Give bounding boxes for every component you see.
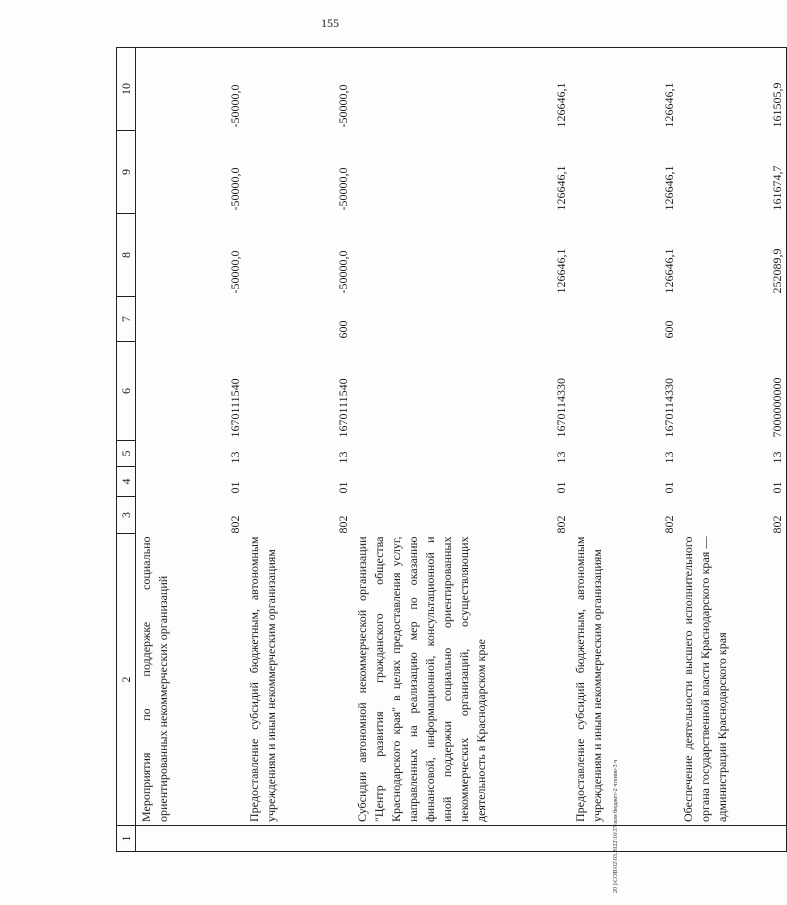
col6-cell: 1670111540 bbox=[336, 378, 350, 438]
header-cell: 4 bbox=[117, 467, 136, 497]
header-cell: 6 bbox=[117, 342, 136, 441]
col3-cell: 802 bbox=[554, 515, 568, 534]
header-cell: 9 bbox=[117, 131, 136, 214]
col10-cell: -50000,0 bbox=[244, 48, 352, 131]
col1-cell bbox=[352, 826, 570, 852]
col4-cell: 01 bbox=[678, 467, 787, 497]
col10-cell: 161505,9 bbox=[678, 48, 787, 131]
col10-cell: 126646,1 bbox=[570, 48, 678, 131]
item-name: Предоставление субсидий бюджетным, автономным учреждениям и иным некоммерческим организациям bbox=[244, 534, 352, 826]
col6-cell: 7000000000 bbox=[678, 342, 787, 441]
col5-cell: 13 bbox=[662, 451, 676, 464]
col9-cell: 126646,1 bbox=[662, 165, 676, 211]
col3-cell: 802 bbox=[336, 515, 350, 534]
col8-cell: 126646,1 bbox=[554, 248, 568, 294]
col4-cell: 01 bbox=[228, 481, 242, 494]
header-cell: 3 bbox=[117, 497, 136, 534]
col4-cell: 01 bbox=[554, 481, 568, 494]
col9-cell: -50000,0 bbox=[336, 167, 350, 211]
header-cell: 2 bbox=[117, 534, 136, 826]
col1-cell bbox=[244, 826, 352, 852]
item-name: Предоставление субсидий бюджетным, автономным учреждениям и иным некоммерческим организациям bbox=[570, 534, 678, 826]
col3-cell: 802 bbox=[228, 515, 242, 534]
table-row bbox=[678, 48, 787, 852]
col5-cell: 13 bbox=[678, 441, 787, 467]
table-row bbox=[570, 48, 678, 852]
col5-cell: 13 bbox=[554, 451, 568, 464]
header-cell: 7 bbox=[117, 297, 136, 342]
col8-cell: 252089,9 bbox=[678, 214, 787, 297]
col8-cell: -50000,0 bbox=[336, 250, 350, 294]
col7-cell: 600 bbox=[336, 320, 350, 339]
col10-cell: -50000,0 bbox=[136, 48, 245, 131]
budget-table bbox=[116, 47, 787, 852]
col9-cell: -50000,0 bbox=[228, 167, 242, 211]
item-name: Субсидии автономной некоммерческой организации "Центр развития гражданского общества Краснодарского края" в целях предоставления услуг, направленных на реализацию мер по оказанию финансовой, информационной, консультационной и иной поддержки социально ориентированных некоммерческих организаций, осуществляющих деятельность в Краснодарском крае bbox=[352, 534, 570, 826]
col1-cell bbox=[678, 826, 787, 852]
col1-cell bbox=[570, 826, 678, 852]
col8-cell: 126646,1 bbox=[662, 248, 676, 294]
header-cell: 8 bbox=[117, 214, 136, 297]
header-row bbox=[117, 48, 136, 852]
table-row bbox=[244, 48, 352, 852]
col6-cell: 1670114330 bbox=[554, 377, 568, 438]
col4-cell: 01 bbox=[336, 481, 350, 494]
col10-cell: 126646,1 bbox=[352, 48, 570, 131]
col1-cell bbox=[136, 826, 245, 852]
col7-cell bbox=[352, 297, 570, 342]
table-row bbox=[136, 48, 245, 852]
col8-cell: -50000,0 bbox=[228, 250, 242, 294]
item-name: Мероприятия по поддержке социально ориентированных некоммерческих организаций bbox=[136, 534, 245, 826]
col5-cell: 13 bbox=[228, 451, 242, 464]
col7-cell bbox=[678, 297, 787, 342]
col5-cell: 13 bbox=[336, 451, 350, 464]
col7-cell bbox=[136, 297, 245, 342]
col7-cell: 600 bbox=[662, 320, 676, 339]
header-cell: 1 bbox=[117, 826, 136, 852]
col6-cell: 1670114330 bbox=[662, 377, 676, 438]
header-cell: 5 bbox=[117, 441, 136, 467]
col9-cell: 126646,1 bbox=[554, 165, 568, 211]
header-cell: 10 bbox=[117, 48, 136, 131]
col3-cell: 802 bbox=[678, 497, 787, 534]
col4-cell: 01 bbox=[662, 481, 676, 494]
document-footer-code: 20 )\СОВ\02\03.2022\16\37\изм бюджет-2 чтение-3 ч bbox=[613, 759, 619, 893]
item-name: Обеспечение деятельности высшего исполнительного органа государственной власти Краснодарского края — администрации Краснодарского края bbox=[678, 534, 787, 826]
col3-cell: 802 bbox=[662, 515, 676, 534]
col9-cell: 161674,7 bbox=[678, 131, 787, 214]
table-row bbox=[352, 48, 570, 852]
col6-cell: 1670111540 bbox=[228, 378, 242, 438]
page-number: 155 bbox=[321, 16, 339, 30]
